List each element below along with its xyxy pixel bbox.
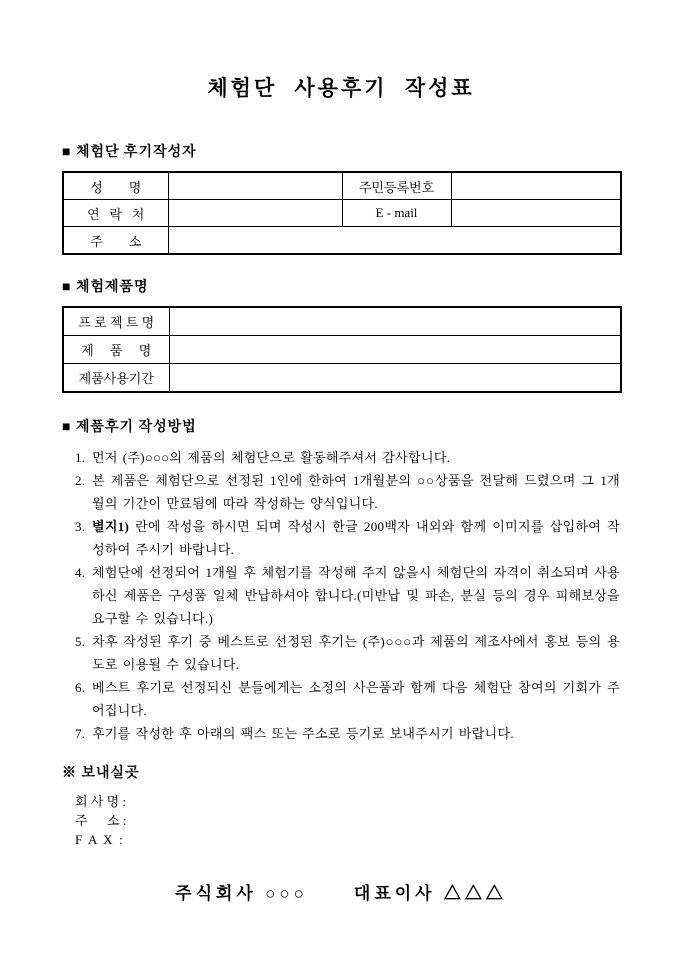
instruction-item-5 bbox=[75, 630, 620, 676]
name-input-cell[interactable] bbox=[168, 172, 342, 200]
project-name-label: 프 로 젝 트 명 bbox=[63, 307, 169, 336]
company-name-label: 회 사 명 : bbox=[75, 794, 127, 809]
project-name-input-cell[interactable] bbox=[169, 307, 621, 336]
item-text: 차후 작성된 후기 중 베스트로 선정된 후기는 (주)○○○과 제품의 제조사에서 홍보 등의 용도로 이용될 수 있습니다. bbox=[92, 634, 620, 672]
address-line bbox=[75, 811, 620, 830]
company-name-line bbox=[75, 792, 620, 811]
product-name-label: 제 품 명 bbox=[63, 336, 169, 364]
item-text: 체험단에 선정되어 1개월 후 체험기를 작성해 주지 않을시 체험단의 자격이 취소되며 사용하신 제품은 구성품 일체 반납하셔야 합니다.(미반납 및 파손, 분실 등의 경우 피해보상을 요구할 수 있습니다.) bbox=[92, 565, 620, 626]
send-to-lines bbox=[62, 792, 620, 849]
send-to-section bbox=[62, 765, 620, 849]
item-text: 베스트 후기로 선정되신 분들에게는 소정의 사은품과 함께 다음 체험단 참여의 기회가 주어집니다. bbox=[92, 680, 620, 718]
email-label: E - mail bbox=[342, 200, 451, 227]
table-row bbox=[63, 336, 621, 364]
fax-line-value[interactable] bbox=[123, 830, 620, 849]
contact-label: 연 락 처 bbox=[63, 200, 168, 227]
company-signature: 주식회사 ○○○ bbox=[175, 884, 308, 903]
product-section bbox=[62, 279, 620, 393]
item-number: 6. bbox=[75, 680, 86, 695]
table-row bbox=[63, 307, 621, 336]
item-number: 1. bbox=[75, 450, 86, 465]
address-line-value[interactable] bbox=[126, 811, 620, 830]
contact-input-cell[interactable] bbox=[168, 200, 342, 227]
instructions-list bbox=[62, 446, 620, 745]
address-input-cell[interactable] bbox=[168, 227, 621, 255]
writer-table bbox=[62, 171, 622, 255]
ceo-signature: 대표이사 △△△ bbox=[353, 884, 507, 903]
page-title: 체험단 사용후기 작성표 bbox=[207, 76, 475, 100]
table-row bbox=[63, 172, 621, 200]
send-to-header: ※ 보내실곳 bbox=[62, 766, 140, 781]
address-label: 주 소 bbox=[63, 227, 168, 255]
usage-period-label: 제품사용기간 bbox=[63, 364, 169, 393]
instructions-section bbox=[62, 419, 620, 745]
item-number: 3. bbox=[75, 519, 86, 534]
product-table bbox=[62, 306, 622, 393]
table-row bbox=[63, 364, 621, 393]
writer-section bbox=[62, 144, 620, 255]
item-number: 5. bbox=[75, 634, 86, 649]
rrn-label: 주민등록번호 bbox=[342, 172, 451, 200]
item-text: 본 제품은 체험단으로 선정된 1인에 한하여 1개월분의 ○○상품을 전달해 드렸으며 그 1개월의 기간이 만료됨에 따라 작성하는 양식입니다. bbox=[92, 473, 620, 511]
instruction-item-4 bbox=[75, 561, 620, 630]
instruction-item-7 bbox=[75, 722, 620, 745]
instructions-section-header: ■ 제품후기 작성방법 bbox=[62, 420, 197, 435]
email-input-cell[interactable] bbox=[451, 200, 621, 227]
instruction-item-6 bbox=[75, 676, 620, 722]
rrn-input-cell[interactable] bbox=[451, 172, 621, 200]
instruction-item-2 bbox=[75, 469, 620, 515]
item-text: 후기를 작성한 후 아래의 팩스 또는 주소로 등기로 보내주시기 바랍니다. bbox=[92, 726, 514, 741]
instruction-item-1 bbox=[75, 446, 620, 469]
fax-line-label: F A X : bbox=[75, 832, 123, 847]
company-name-value[interactable] bbox=[126, 792, 620, 811]
item-number: 4. bbox=[75, 565, 86, 580]
table-row bbox=[63, 200, 621, 227]
address-line-label: 주 소 : bbox=[75, 813, 127, 828]
product-section-header: ■ 체험제품명 bbox=[62, 280, 149, 295]
product-name-input-cell[interactable] bbox=[169, 336, 621, 364]
table-row bbox=[63, 227, 621, 255]
fax-line bbox=[75, 830, 620, 849]
usage-period-input-cell[interactable] bbox=[169, 364, 621, 393]
instruction-item-3 bbox=[75, 515, 620, 561]
writer-section-header: ■ 체험단 후기작성자 bbox=[62, 145, 197, 160]
signature-line bbox=[62, 879, 620, 904]
item-text: 별지1) 란에 작성을 하시면 되며 작성시 한글 200백자 내외와 함께 이미지를 삽입하여 작성하여 주시기 바랍니다. bbox=[92, 519, 620, 557]
item-number: 7. bbox=[75, 726, 86, 741]
name-label: 성 명 bbox=[63, 172, 168, 200]
item-text: 먼저 (주)○○○의 제품의 체험단으로 활동해주셔서 감사합니다. bbox=[92, 450, 451, 465]
item-number: 2. bbox=[75, 473, 86, 488]
